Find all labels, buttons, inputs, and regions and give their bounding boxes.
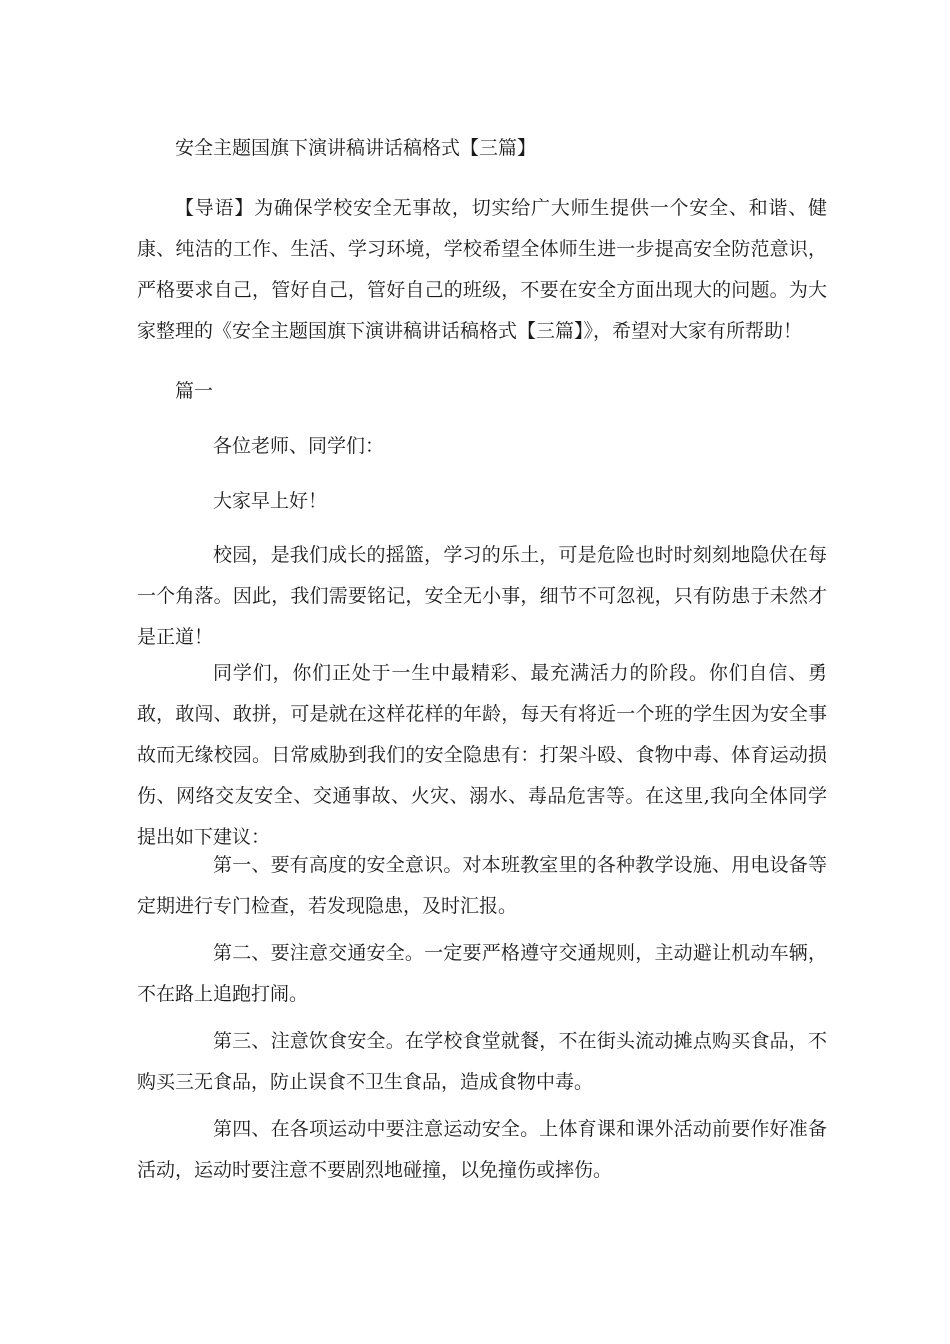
body-paragraph: 第四、在各项运动中要注意运动安全。上体育课和课外活动前要作好准备活动，运动时要注意不要剧烈地碰撞，以免撞伤或摔伤。 bbox=[137, 1118, 827, 1181]
body-paragraph: 同学们，你们正处于一生中最精彩、最充满活力的阶段。你们自信、勇敢，敢闯、敢拼，可是就在这样花样的年龄，每天有将近一个班的学生因为安全事故而无缘校园。日常威胁到我们的安全隐患有：打架斗殴、食物中毒、体育运动损伤、网络交友安全、交通事故、火灾、溺水、毒品危害等。在这里,我向全体同学提出如下建议： bbox=[137, 662, 827, 848]
body-paragraph: 第一、要有高度的安全意识。对本班教室里的各种教学设施、用电设备等定期进行专门检查，若发现隐患，及时汇报。 bbox=[137, 854, 827, 917]
body-paragraph: 第三、注意饮食安全。在学校食堂就餐，不在街头流动摊点购买食品，不购买三无食品，防止误食不卫生食品，造成食物中毒。 bbox=[137, 1030, 827, 1093]
salutation: 各位老师、同学们： bbox=[213, 435, 385, 457]
greeting: 大家早上好！ bbox=[213, 490, 328, 512]
intro-paragraph: 【导语】为确保学校安全无事故，切实给广大师生提供一个安全、和谐、健康、纯洁的工作、生活、学习环境，学校希望全体师生进一步提高安全防范意识，严格要求自己，管好自己，管好自己的班级，不要在安全方面出现大的问题。为大家整理的《安全主题国旗下演讲稿讲话稿格式【三篇】》，希望对大家有所帮助！ bbox=[137, 197, 827, 342]
body-paragraph: 第二、要注意交通安全。一定要严格遵守交通规则，主动避让机动车辆，不在路上追跑打闹。 bbox=[137, 942, 827, 1005]
body-paragraph: 校园，是我们成长的摇篮，学习的乐土，可是危险也时时刻刻地隐伏在每一个角落。因此，我们需要铭记，安全无小事，细节不可忽视，只有防患于未然才是正道！ bbox=[137, 544, 827, 648]
section-heading: 篇一 bbox=[175, 380, 214, 402]
document-title: 安全主题国旗下演讲稿讲话稿格式【三篇】 bbox=[175, 137, 537, 159]
